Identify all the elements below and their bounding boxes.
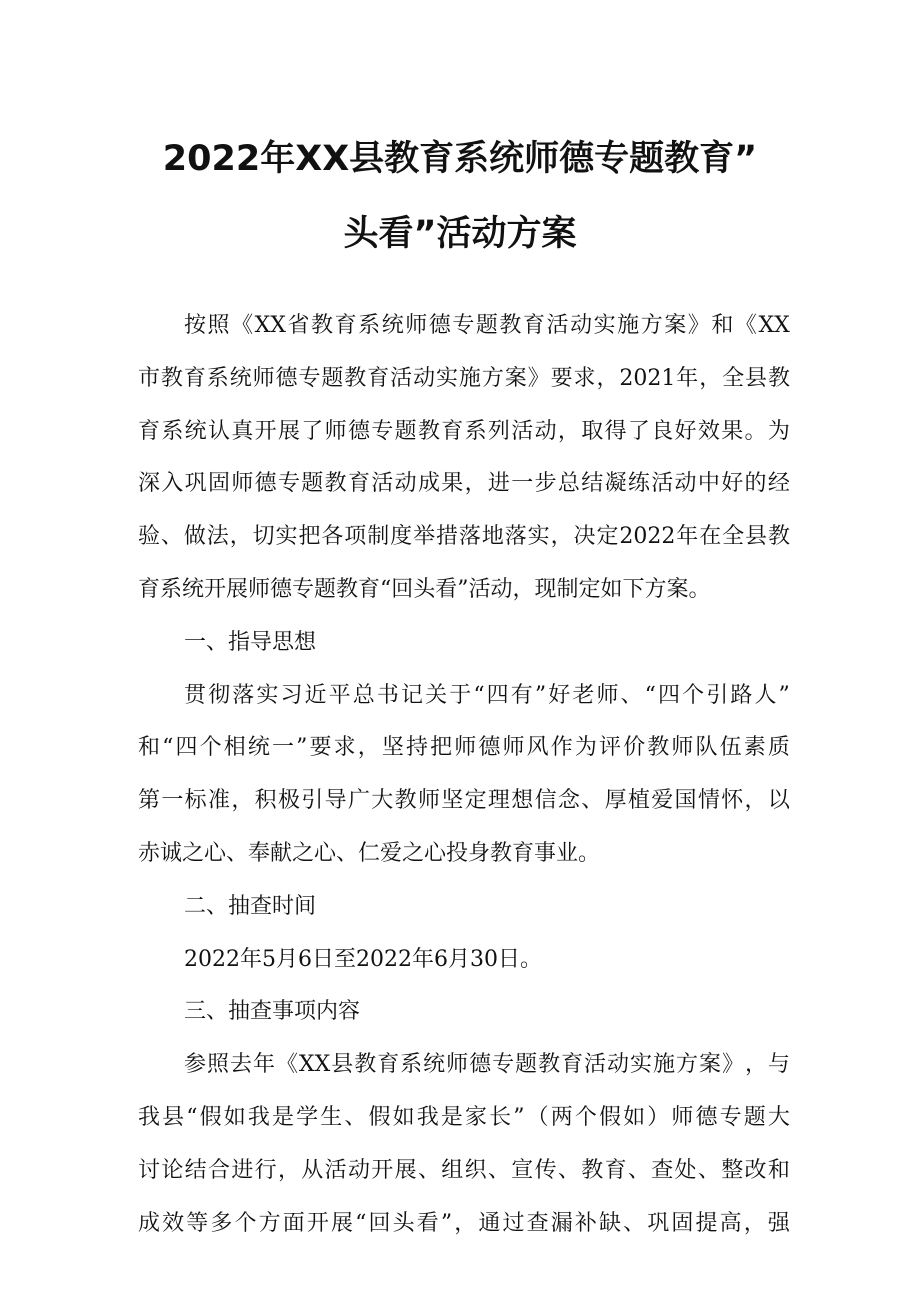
content-line-1: 参 照 去 年 《 XX 县 教 育 系 统 师 德 专 题 教 育 活 动 实 施 方 案 》 ， 与 bbox=[184, 1052, 790, 1078]
guiding-line-1: 贯 彻 落 实 习 近 平 总 书 记 关 于 “ 四 有 ” 好 老 师 、 “ 四 个 引 路 人 ” bbox=[184, 682, 790, 708]
intro-line-5: 验 、 做 法 ， 切 实 把 各 项 制 度 举 措 落 地 落 实 ， 决 定 2022 年 在 全 县 教 bbox=[138, 524, 790, 550]
intro-line-1: 按 照 《 XX 省 教 育 系 统 师 德 专 题 教 育 活 动 实 施 方 案 》 和 《 XX bbox=[184, 313, 790, 338]
intro-line-4: 深 入 巩 固 师 德 专 题 教 育 活 动 成 果 ， 进 一 步 总 结 凝 练 活 动 中 好 的 经 bbox=[138, 471, 790, 497]
intro-line-3: 育 系 统 认 真 开 展 了 师 德 专 题 教 育 系 列 活 动 ， 取 得 了 良 好 效 果 。 为 bbox=[138, 418, 790, 444]
guiding-line-2: 和 “ 四 个 相 统 一 ” 要 求 ， 坚 持 把 师 德 师 风 作 为 评 价 教 师 队 伍 素 质 bbox=[138, 735, 790, 761]
intro-line-2: 市 教 育 系 统 师 德 专 题 教 育 活 动 实 施 方 案 》 要 求 ， 2021 年 ， 全 县 教 bbox=[138, 365, 790, 391]
guiding-line-4: 赤诚之心、奉献之心、仁爱之心投身教育事业。 bbox=[138, 840, 601, 866]
heading-guiding-ideology: 一、指导思想 bbox=[184, 629, 317, 655]
document-body bbox=[138, 300, 790, 1250]
guiding-line-3: 第 一 标 准 ， 积 极 引 导 广 大 教 师 坚 定 理 想 信 念 、 厚 植 爱 国 情 怀 ， 以 bbox=[138, 788, 790, 814]
document-title-line-1: 2022年XX县教育系统师德专题教育” bbox=[162, 139, 758, 179]
intro-line-6: 育系统开展师德专题教育“回头看”活动，现制定如下方案。 bbox=[138, 576, 711, 602]
content-line-3: 讨 论 结 合 进 行 ， 从 活 动 开 展 、 组 织 、 宣 传 、 教 育 、 查 处 、 整 改 和 bbox=[138, 1157, 790, 1183]
inspection-time-range: 2022年5月6日至2022年6月30日。 bbox=[184, 946, 542, 972]
content-line-2: 我 县 “ 假 如 我 是 学 生 、 假 如 我 是 家 长 ” （ 两 个 假 如 ） 师 德 专 题 大 bbox=[138, 1104, 790, 1130]
heading-inspection-time: 二、抽查时间 bbox=[184, 893, 317, 919]
document-title-line-2: 头看”活动方案 bbox=[343, 214, 577, 254]
heading-inspection-content: 三、抽查事项内容 bbox=[184, 999, 361, 1025]
content-line-4: 成 效 等 多 个 方 面 开 展 “ 回 头 看 ” ， 通 过 查 漏 补 缺 、 巩 固 提 高 ， 强 bbox=[138, 1210, 790, 1236]
